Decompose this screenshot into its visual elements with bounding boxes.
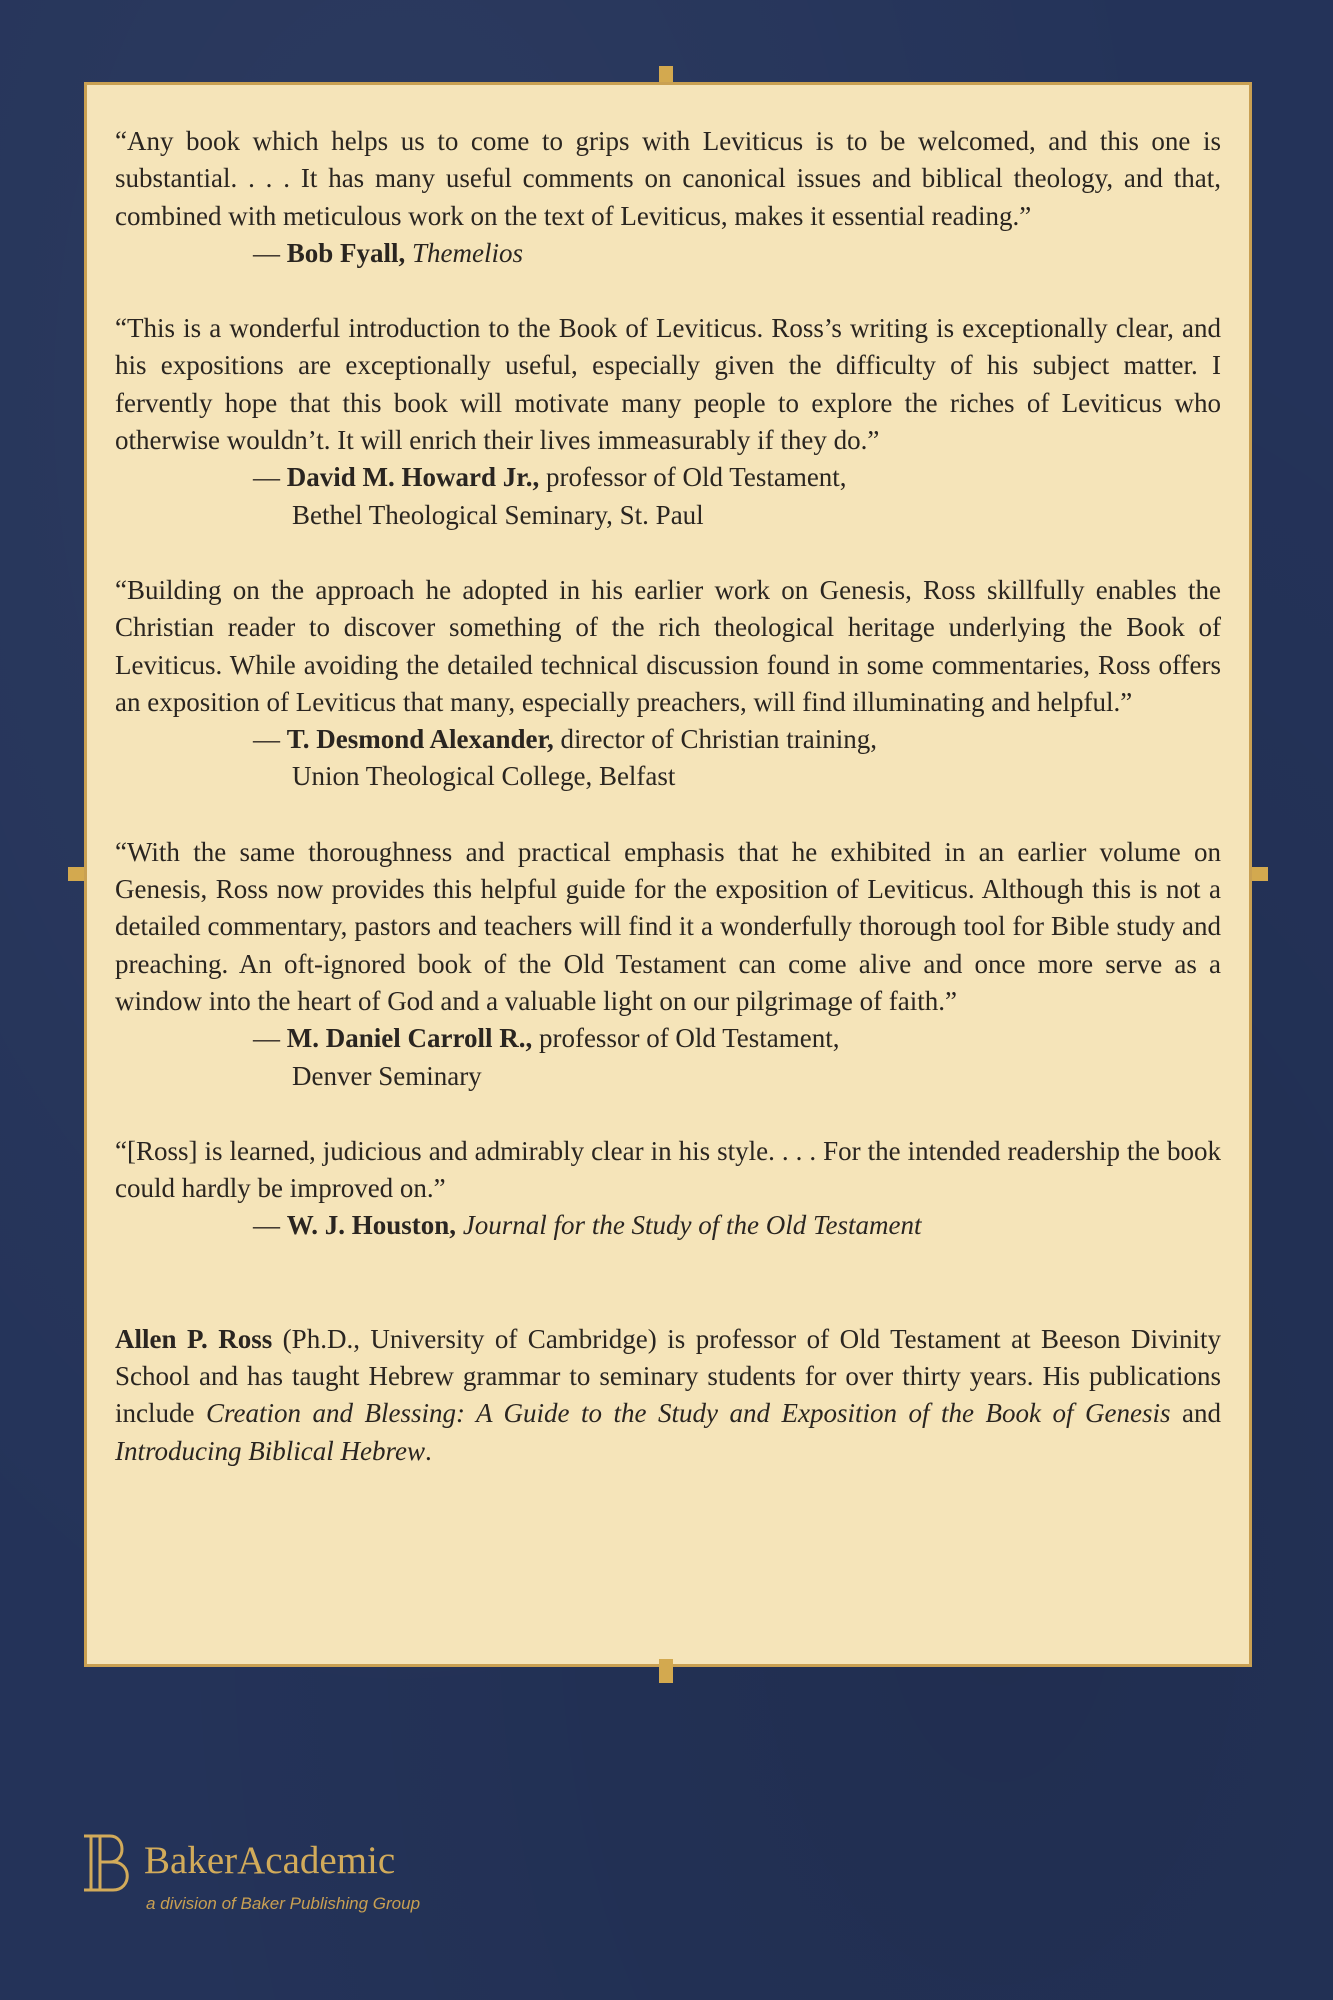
baker-b-icon (80, 1832, 136, 1894)
endorser-name: T. Desmond Alexander, (286, 724, 554, 755)
endorsement-quote: “Building on the approach he adopted in his earlier work on Genesis, Ross skillfully enables the Christian reader to discover something of the rich theological heritage underlying the Book of Leviticus. While avoiding the detailed technical discussion found in some commentaries, Ross offers an exposition of Leviticus that many, especially preachers, will find illuminating and helpful.” (115, 574, 1221, 717)
author-bio-text: . (424, 1435, 432, 1466)
endorsement-quote: “This is a wonderful introduction to the Book of Leviticus. Ross’s writing is exceptionally clear, and his expositions are exceptionally useful, especially given the difficulty of his subject matter. I fervently hope that this book will motivate many people to explore the riches of Leviticus who otherwise wouldn’t. It will enrich their lives immeasurably if they do.” (115, 313, 1221, 456)
endorser-name: Bob Fyall, (286, 237, 406, 268)
author-name: Allen P. Ross (115, 1323, 273, 1354)
endorsement-attribution: — M. Daniel Carroll R., professor of Old Testament, Denver Seminary (115, 1020, 1221, 1095)
endorsement-quote: “Any book which helps us to come to grips with Leviticus is to be welcomed, and this one is substantial. . . . It has many useful comments on canonical issues and biblical theology, and that, combined with meticulous work on the text of Leviticus, makes it essential reading.” (115, 126, 1221, 231)
endorser-name: David M. Howard Jr., (286, 462, 540, 493)
endorser-institution: Union Theological College, Belfast (292, 761, 676, 792)
endorsement-panel (84, 82, 1252, 1667)
endorser-institution: Bethel Theological Seminary, St. Paul (292, 499, 704, 530)
endorser-publication: Themelios (412, 237, 524, 268)
endorsement-quote: “[Ross] is learned, judicious and admirably clear in his style. . . . For the intended readership the book could hardly be improved on.” (115, 1135, 1221, 1204)
endorser-institution: Denver Seminary (292, 1060, 482, 1091)
endorser-title: professor of Old Testament, (538, 1023, 840, 1054)
endorsement-quote: “With the same thoroughness and practical emphasis that he exhibited in an earlier volume on Genesis, Ross now provides this helpful guide for the exposition of Leviticus. Although this is not a detailed commentary, pastors and teachers will find it a wonderfully thorough tool for Bible study and preaching. An oft-ignored book of the Old Testament can come alive and once more serve as a window into the heart of God and a valuable light on our pilgrimage of faith.” (115, 836, 1221, 1016)
author-bio-text: and (1170, 1398, 1221, 1429)
panel-bottom-tick (659, 1659, 673, 1683)
endorser-name: W. J. Houston, (286, 1210, 457, 1241)
endorsement-attribution: — W. J. Houston, Journal for the Study of the Old Testament (253, 1210, 922, 1241)
endorsement-attribution: — Bob Fyall, Themelios (253, 237, 524, 268)
endorser-publication: Journal for the Study of the Old Testament (462, 1210, 922, 1241)
book-title: Introducing Biblical Hebrew (115, 1435, 425, 1466)
endorsement-attribution: — T. Desmond Alexander, director of Christian training, Union Theological College, Belfast (115, 721, 1221, 796)
endorser-name: M. Daniel Carroll R., (286, 1023, 533, 1054)
endorser-title: professor of Old Testament, (546, 462, 847, 493)
publisher-tagline: a division of Baker Publishing Group (146, 1894, 421, 1913)
publisher-name: BakerAcademic (144, 1839, 396, 1882)
endorsement-attribution: — David M. Howard Jr., professor of Old Testament, Bethel Theological Seminary, St. Paul (115, 459, 1221, 534)
endorser-title: director of Christian training, (560, 724, 877, 755)
author-bio-text: (Ph.D., University of Cambridge) is professor of Old Testament at Beeson Divinity School and has taught Hebrew grammar to seminary students for over thirty years. His publications include (115, 1323, 1221, 1429)
book-title: Creation and Blessing: A Guide to the Study and Exposition of the Book of Genesis (205, 1398, 1171, 1429)
author-bio (115, 1321, 1221, 1470)
